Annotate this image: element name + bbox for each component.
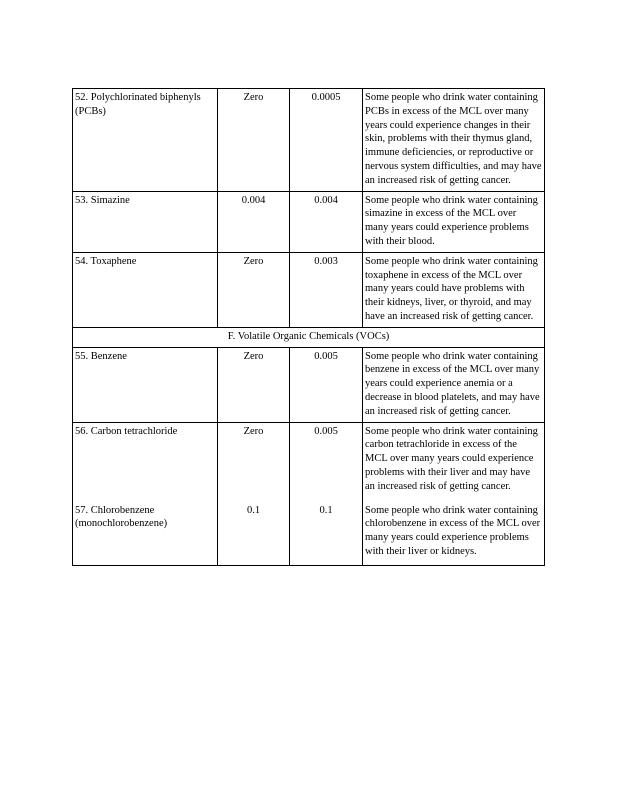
health-effect: Some people who drink water containing chlorobenzene in excess of the MCL over many years could experience problems with their liver or kidneys.: [363, 502, 545, 566]
mclg-value: Zero: [218, 422, 290, 501]
health-effect: Some people who drink water containing carbon tetrachloride in excess of the MCL over many years could experience problems with their liver and may have an increased risk of getting cancer.: [363, 422, 545, 501]
health-effect: Some people who drink water containing PCBs in excess of the MCL over many years could experience changes in their skin, problems with their thymus gland, immune deficiencies, or reproductive or nervous system difficulties, and may have an increased risk of getting cancer.: [363, 89, 545, 192]
table-row: [73, 252, 545, 327]
mcl-value: 0.1: [290, 502, 363, 566]
section-header: F. Volatile Organic Chemicals (VOCs): [73, 327, 545, 347]
table-row: [73, 422, 545, 501]
contaminant-name: 54. Toxaphene: [73, 252, 218, 327]
health-effect: Some people who drink water containing benzene in excess of the MCL over many years could experience anemia or a decrease in blood platelets, and may have an increased risk of getting cancer.: [363, 347, 545, 422]
mclg-value: 0.1: [218, 502, 290, 566]
mcl-value: 0.003: [290, 252, 363, 327]
section-header-row: [73, 327, 545, 347]
mcl-value: 0.005: [290, 347, 363, 422]
mcl-value: 0.004: [290, 191, 363, 252]
contaminant-name: 56. Carbon tetrachloride: [73, 422, 218, 501]
mclg-value: Zero: [218, 252, 290, 327]
mclg-value: 0.004: [218, 191, 290, 252]
contaminant-name: 57. Chlorobenzene (monochlorobenzene): [73, 502, 218, 566]
table-row: [73, 191, 545, 252]
health-effect: Some people who drink water containing simazine in excess of the MCL over many years could experience problems with their blood.: [363, 191, 545, 252]
mclg-value: Zero: [218, 347, 290, 422]
contaminant-table: [72, 88, 545, 566]
health-effect: Some people who drink water containing toxaphene in excess of the MCL over many years could have problems with their kidneys, liver, or thyroid, and may have an increased risk of getting cancer.: [363, 252, 545, 327]
mcl-value: 0.005: [290, 422, 363, 501]
table-row: [73, 89, 545, 192]
contaminant-name: 53. Simazine: [73, 191, 218, 252]
contaminant-name: 52. Polychlorinated biphenyls (PCBs): [73, 89, 218, 192]
table-row: [73, 347, 545, 422]
contaminant-name: 55. Benzene: [73, 347, 218, 422]
mclg-value: Zero: [218, 89, 290, 192]
table-row: [73, 502, 545, 566]
mcl-value: 0.0005: [290, 89, 363, 192]
